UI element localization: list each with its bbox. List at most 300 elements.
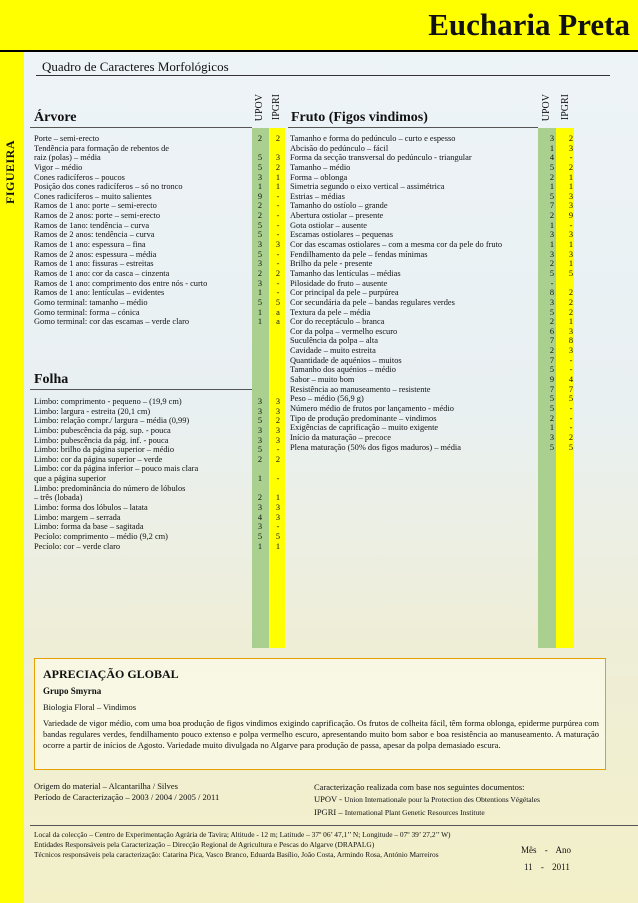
ipgri-header-left: IPGRI	[271, 94, 282, 121]
side-tab	[0, 52, 24, 903]
ipgri-value: 2	[568, 162, 574, 172]
upov-value: 3	[257, 278, 263, 288]
table-row	[290, 394, 580, 404]
section-title-folha: Folha	[34, 372, 69, 387]
upov-value: 2	[257, 201, 263, 211]
row-label: Resistência ao manuseamento – resistente	[290, 384, 431, 394]
upov-value: 5	[257, 230, 263, 240]
row-label: Limbo: cor da página inferior – pouco mais clara	[34, 464, 199, 474]
table-row	[290, 404, 580, 414]
doc-upov-abbr: UPOV -	[314, 794, 342, 804]
upov-value: 4	[549, 153, 555, 163]
ipgri-value: 2	[275, 454, 281, 464]
ipgri-value: -	[276, 288, 280, 298]
upov-value: 5	[549, 268, 555, 278]
upov-value: 3	[257, 259, 263, 269]
ipgri-value: -	[276, 211, 280, 221]
ipgri-value: -	[276, 278, 280, 288]
table-row	[290, 288, 580, 298]
upov-value: 2	[257, 134, 263, 143]
section-divider-fruto	[288, 127, 538, 128]
ipgri-value: 1	[275, 493, 281, 503]
table-row	[290, 134, 580, 144]
table-row	[290, 365, 580, 375]
row-label: Textura da pele – média	[290, 307, 371, 317]
table-row	[290, 356, 580, 366]
docs-intro: Caracterização realizada com base nos seguintes documentos:	[314, 782, 525, 792]
ipgri-value: 5	[568, 394, 574, 404]
row-label: Limbo: margem – serrada	[34, 512, 121, 522]
upov-value: 9	[257, 191, 263, 201]
footer	[34, 830, 451, 860]
row-label: Pecíolo: comprimento – médio (9,2 cm)	[34, 531, 168, 541]
ipgri-value: 3	[568, 143, 574, 153]
ipgri-value: 9	[568, 211, 574, 221]
table-row	[290, 163, 580, 173]
row-label: Tamanho dos aquénios – médio	[290, 365, 396, 375]
row-label: Gomo terminal: forma – cónica	[34, 307, 140, 317]
upov-value: 5	[257, 297, 263, 307]
ipgri-value: -	[276, 230, 280, 240]
row-label: Limbo: forma da base – sagitada	[34, 522, 144, 532]
upov-value: 5	[549, 403, 555, 413]
upov-value: 1	[257, 288, 263, 298]
table-row	[34, 308, 289, 318]
row-label: Ramos de 2 anos: espessura – média	[34, 249, 157, 259]
row-label: Tendência para formação de rebentos de	[34, 143, 169, 153]
upov-value: 1	[257, 474, 263, 484]
table-row	[34, 182, 289, 192]
row-label: Gomo terminal: cor das escamas – verde claro	[34, 317, 190, 327]
upov-value: 7	[549, 384, 555, 394]
upov-value: 3	[549, 249, 555, 259]
table-row	[34, 455, 289, 465]
origin-line: Origem do material – Alcantarilha / Silves	[34, 781, 178, 791]
ipgri-value: 2	[275, 134, 281, 143]
upov-value: 5	[257, 220, 263, 230]
row-label: Tamanho do ostíolo – grande	[290, 201, 388, 211]
row-label: que a página superior	[34, 474, 106, 484]
ipgri-value: 1	[275, 541, 281, 551]
table-row	[34, 240, 289, 250]
row-label: Simetria segundo o eixo vertical – assimétrica	[290, 182, 445, 192]
upov-value: 2	[549, 346, 555, 356]
row-label: Cor da polpa – vermelho escuro	[290, 326, 398, 336]
ipgri-value: -	[276, 522, 280, 532]
row-label: Número médio de frutos por lançamento - médio	[290, 403, 454, 413]
fruto-rows	[290, 134, 580, 452]
table-row	[290, 298, 580, 308]
assessment-floral-biology: Biologia Floral – Vindimos	[43, 702, 137, 712]
table-row	[34, 522, 289, 532]
table-row	[34, 269, 289, 279]
row-label: Limbo: pubescência da pág. sup. - pouca	[34, 425, 171, 435]
upov-value: 3	[257, 240, 263, 250]
upov-value: 2	[257, 454, 263, 464]
row-label: – três (lobada)	[34, 493, 83, 503]
assessment-group: Grupo Smyrna	[43, 686, 102, 696]
row-label: Limbo: relação compr./ largura – média (0,99)	[34, 416, 190, 426]
upov-value: 3	[257, 522, 263, 532]
footer-location: Local da colecção – Centro de Experimentação Agrária de Tavira; Altitude - 12 m; Latitude – 37º 06’ 47,1’’ N; Longitude – 07º 39’ 27,2’’ W)	[34, 830, 451, 839]
row-label: Abertura ostiolar – presente	[290, 211, 384, 221]
ipgri-value: 3	[275, 425, 281, 435]
upov-value: 2	[549, 259, 555, 269]
ipgri-value: 7	[568, 384, 574, 394]
row-label: Cor das escamas ostiolares – com a mesma cor da pele do fruto	[290, 240, 503, 250]
table-row	[34, 163, 289, 173]
upov-value: 4	[257, 512, 263, 522]
upov-value: 1	[549, 423, 555, 433]
ipgri-value: -	[276, 201, 280, 211]
upov-value: 9	[549, 375, 555, 385]
ipgri-value: 3	[275, 397, 281, 406]
ipgri-header-right: IPGRI	[560, 94, 571, 121]
ipgri-value: -	[276, 249, 280, 259]
row-label: Ramos de 1 ano: comprimento dos entre nós - curto	[34, 278, 208, 288]
table-row	[34, 503, 289, 513]
upov-value: 3	[549, 134, 555, 143]
row-label: Quantidade de aquénios – muitos	[290, 355, 402, 365]
row-label: Fendilhamento da pele – fendas mínimas	[290, 249, 428, 259]
upov-value: 5	[257, 162, 263, 172]
upov-value: 2	[549, 413, 555, 423]
row-label: Posição dos cones radicíferos – só no tronco	[34, 182, 183, 192]
row-label: Abcisão do pedúnculo – fácil	[290, 143, 389, 153]
upov-value: 5	[549, 442, 555, 452]
upov-value: 8	[549, 288, 555, 298]
table-row	[290, 336, 580, 346]
ipgri-value: 5	[275, 297, 281, 307]
footer-technicians: Técnicos responsáveis pela caracterização: Catarina Pica, Vasco Branco, Eduarda Basílio, João Costa, Armindo Rosa, António Marreiros	[34, 850, 439, 859]
table-row	[290, 269, 580, 279]
table-row	[34, 513, 289, 523]
table-row	[34, 532, 289, 542]
row-label: Limbo: forma dos lóbulos – latata	[34, 503, 148, 513]
ipgri-value: 5	[568, 442, 574, 452]
upov-value: 5	[257, 416, 263, 426]
doc-upov	[314, 793, 540, 806]
upov-value: 7	[549, 355, 555, 365]
table-row	[290, 433, 580, 443]
upov-value: 3	[549, 432, 555, 442]
ipgri-value: 3	[568, 201, 574, 211]
date-label: Mês - Ano	[521, 845, 571, 855]
upov-value: 3	[257, 406, 263, 416]
upov-value: 5	[257, 531, 263, 541]
table-row	[34, 542, 289, 552]
table-row	[34, 474, 289, 484]
row-label: Limbo: brilho da página superior – médio	[34, 445, 175, 455]
table-row	[290, 173, 580, 183]
upov-header-left: UPOV	[254, 94, 265, 122]
upov-value: 2	[549, 211, 555, 221]
table-row	[34, 259, 289, 269]
table-row	[34, 153, 289, 163]
doc-ipgri-abbr: IPGRI –	[314, 807, 343, 817]
ipgri-value: 3	[275, 503, 281, 513]
row-label: Cavidade – muito estreita	[290, 346, 376, 356]
ipgri-value: 3	[275, 240, 281, 250]
row-label: Gota ostiolar – ausente	[290, 220, 367, 230]
footer-entities: Entidades Responsáveis pela Caracterização – Direcção Regional de Agricultura e Pescas do Algarve (DRAPALG)	[34, 840, 375, 849]
page-title: Eucharia Preta	[428, 7, 630, 42]
section-divider-arvore	[30, 127, 252, 128]
ipgri-value: -	[276, 259, 280, 269]
assessment-text: Variedade de vigor médio, com uma boa produção de figos vindimos exigindo caprificação. Os frutos de colheita fácil, têm forma oblonga, epiderme purpúrea com bandas regulares verdes, fendilhamento pouco extenso e polpa vermelho escuro, apresentando muito bom sabor e boa resistência ao manuseamento. A maturação ocorre a partir de inícios de Agosto. Variedade muito divulgada no Algarve para produção de passa, apesar da polpa demasiado escura.	[43, 718, 599, 750]
ipgri-value: 2	[568, 297, 574, 307]
ipgri-value: 1	[568, 317, 574, 327]
ipgri-value: 2	[275, 416, 281, 426]
ipgri-value: 2	[568, 432, 574, 442]
row-label: Ramos de 2 anos: porte – semi-erecto	[34, 211, 161, 221]
upov-header-right: UPOV	[541, 94, 552, 122]
table-row	[34, 192, 289, 202]
row-label: Estrias – médias	[290, 191, 345, 201]
ipgri-value: 3	[568, 346, 574, 356]
upov-value: 1	[549, 182, 555, 192]
table-row	[290, 192, 580, 202]
ipgri-value: -	[569, 355, 573, 365]
table-row	[34, 436, 289, 446]
row-label: Ramos de 1 ano: fissuras – estreitas	[34, 259, 154, 269]
upov-value: 2	[549, 317, 555, 327]
row-label: Limbo: comprimento - pequeno – (19,9 cm)	[34, 397, 182, 406]
ipgri-value: 3	[568, 249, 574, 259]
row-label: Brilho da pele - presente	[290, 259, 373, 269]
folha-rows	[34, 397, 289, 551]
upov-value: 5	[549, 162, 555, 172]
global-assessment-box	[34, 658, 606, 770]
table-subtitle: Quadro de Caracteres Morfológicos	[42, 59, 229, 74]
upov-value: 6	[549, 326, 555, 336]
section-title-fruto: Fruto (Figos vindimos)	[291, 110, 428, 125]
ipgri-value: 1	[568, 259, 574, 269]
ipgri-value: 5	[568, 268, 574, 278]
doc-upov-name: Union Internationale pour la Protection des Obtentions Végétales	[344, 795, 540, 804]
ipgri-value: 2	[275, 162, 281, 172]
ipgri-value: 1	[568, 182, 574, 192]
ipgri-value: -	[569, 365, 573, 375]
row-label: Porte – semi-erecto	[34, 134, 100, 143]
table-row	[34, 397, 289, 407]
ipgri-value: 2	[275, 268, 281, 278]
row-label: Início da maturação – precoce	[290, 432, 391, 442]
ipgri-value: 4	[568, 375, 574, 385]
row-label: Ramos de 1ano: tendência – curva	[34, 220, 150, 230]
row-label: Vigor – médio	[34, 162, 83, 172]
ipgri-value: 2	[568, 134, 574, 143]
table-row	[34, 464, 289, 474]
row-label: Limbo: cor da página superior – verde	[34, 454, 163, 464]
table-row	[290, 327, 580, 337]
ipgri-value: a	[276, 317, 280, 327]
table-row	[34, 493, 289, 503]
table-row	[290, 308, 580, 318]
table-row	[34, 211, 289, 221]
upov-value: 5	[257, 445, 263, 455]
ipgri-value: -	[569, 403, 573, 413]
upov-value: 2	[257, 268, 263, 278]
table-row	[34, 134, 289, 144]
row-label: raiz (polas) – média	[34, 153, 101, 163]
table-row	[290, 221, 580, 231]
table-row	[290, 317, 580, 327]
row-label: Gomo terminal: tamanho – médio	[34, 297, 148, 307]
row-label: Cor do receptáculo – branca	[290, 317, 385, 327]
upov-value: 3	[257, 397, 263, 406]
table-row	[290, 250, 580, 260]
upov-value: 7	[549, 336, 555, 346]
section-divider-folha	[30, 389, 252, 390]
ipgri-value: -	[276, 474, 280, 484]
table-row	[290, 144, 580, 154]
upov-value: 3	[257, 503, 263, 513]
upov-value: 1	[257, 317, 263, 327]
ipgri-value: 2	[568, 307, 574, 317]
row-label: Pecíolo: cor – verde claro	[34, 541, 121, 551]
row-label: Ramos de 1 ano: lentículas – evidentes	[34, 288, 165, 298]
table-row	[290, 423, 580, 433]
table-row	[34, 426, 289, 436]
upov-value: 5	[549, 365, 555, 375]
table-row	[290, 443, 580, 453]
row-label: Exigências de caprificação – muito exigente	[290, 423, 439, 433]
title-bar	[0, 0, 638, 52]
arvore-rows	[34, 134, 289, 327]
table-row	[290, 346, 580, 356]
row-label: Pilosidade do fruto – ausente	[290, 278, 388, 288]
table-row	[34, 201, 289, 211]
row-label: Ramos de 2 anos: tendência – curva	[34, 230, 155, 240]
row-label: Limbo: pubescência da pág. inf. - pouca	[34, 435, 169, 445]
upov-value: 1	[257, 541, 263, 551]
upov-value: 3	[257, 425, 263, 435]
upov-value: 5	[549, 191, 555, 201]
table-row	[290, 211, 580, 221]
row-label: Limbo: largura - estreita (20,1 cm)	[34, 406, 151, 416]
row-label: Suculência da polpa – alta	[290, 336, 378, 346]
table-row	[34, 407, 289, 417]
table-row	[290, 153, 580, 163]
material-origin	[34, 781, 219, 803]
upov-value: 7	[549, 201, 555, 211]
ipgri-value: -	[276, 220, 280, 230]
upov-value: 2	[549, 172, 555, 182]
reference-documents	[314, 781, 540, 819]
row-label: Sabor – muito bom	[290, 375, 355, 385]
row-label: Peso – médio (56,9 g)	[290, 394, 364, 404]
table-row	[34, 173, 289, 183]
ipgri-value: 3	[568, 191, 574, 201]
table-row	[290, 230, 580, 240]
ipgri-value: 3	[275, 512, 281, 522]
table-row	[34, 317, 289, 327]
upov-value: 5	[257, 249, 263, 259]
row-label: Ramos de 1 ano: espessura – fina	[34, 240, 146, 250]
upov-value: 1	[549, 240, 555, 250]
row-label: Tamanho – médio	[290, 162, 351, 172]
table-row	[290, 414, 580, 424]
row-label: Forma da secção transversal do pedúnculo - triangular	[290, 153, 472, 163]
table-row	[34, 279, 289, 289]
table-row	[34, 298, 289, 308]
table-row	[290, 182, 580, 192]
upov-value: 3	[257, 172, 263, 182]
upov-value: 2	[257, 211, 263, 221]
upov-value: -	[550, 278, 554, 288]
table-row	[290, 240, 580, 250]
doc-ipgri	[314, 806, 540, 819]
row-label: Cor principal da pele – purpúrea	[290, 288, 399, 298]
row-label: Ramos de 1 ano: porte – semi-erecto	[34, 201, 157, 211]
row-label: Plena maturação (50% dos figos maduros) – média	[290, 442, 461, 452]
side-tab-label: FIGUEIRA	[3, 140, 17, 205]
table-row	[34, 484, 289, 494]
ipgri-value: 3	[275, 435, 281, 445]
footer-divider	[30, 825, 638, 826]
upov-value: 5	[549, 307, 555, 317]
row-label: Escamas ostiolares – pequenas	[290, 230, 394, 240]
row-label: Tamanho e forma do pedúnculo – curto e espesso	[290, 134, 456, 143]
subtitle-divider	[36, 75, 610, 76]
upov-value: 2	[257, 493, 263, 503]
date-value: 11 - 2011	[524, 862, 570, 872]
row-label: Tamanho das lentículas – médias	[290, 268, 401, 278]
ipgri-value: 3	[568, 326, 574, 336]
upov-value: 1	[257, 307, 263, 317]
ipgri-value: 1	[275, 172, 281, 182]
ipgri-value: -	[276, 191, 280, 201]
ipgri-value: -	[569, 220, 573, 230]
ipgri-value: 1	[568, 172, 574, 182]
ipgri-value: 2	[568, 288, 574, 298]
table-row	[34, 288, 289, 298]
doc-ipgri-name: International Plant Genetic Resources Institute	[344, 808, 485, 817]
ipgri-value: 1	[568, 240, 574, 250]
table-row	[34, 221, 289, 231]
upov-value: 1	[549, 220, 555, 230]
upov-value: 1	[257, 182, 263, 192]
ipgri-value: a	[276, 307, 280, 317]
table-row	[290, 279, 580, 289]
upov-value: 5	[549, 394, 555, 404]
row-label: Forma – oblonga	[290, 172, 348, 182]
row-label: Ramos de 1 ano: cor da casca – cinzenta	[34, 268, 170, 278]
ipgri-value: -	[569, 423, 573, 433]
period-line: Período de Caracterização – 2003 / 2004 / 2005 / 2011	[34, 792, 220, 802]
table-row	[34, 250, 289, 260]
table-row	[290, 201, 580, 211]
ipgri-value: 3	[275, 153, 281, 163]
assessment-title: APRECIAÇÃO GLOBAL	[43, 667, 179, 681]
table-row	[34, 445, 289, 455]
ipgri-value: 1	[275, 182, 281, 192]
ipgri-value: 3	[568, 230, 574, 240]
table-row	[290, 259, 580, 269]
upov-value: 3	[257, 435, 263, 445]
table-row	[290, 385, 580, 395]
section-title-arvore: Árvore	[34, 110, 77, 125]
table-row	[34, 416, 289, 426]
ipgri-value: -	[276, 445, 280, 455]
row-label: Cones radicíferos – poucos	[34, 172, 125, 182]
table-row	[34, 144, 289, 154]
table-row	[290, 375, 580, 385]
row-label: Limbo: predominância do número de lóbulos	[34, 483, 186, 493]
upov-value: 3	[549, 230, 555, 240]
ipgri-value: 5	[275, 531, 281, 541]
